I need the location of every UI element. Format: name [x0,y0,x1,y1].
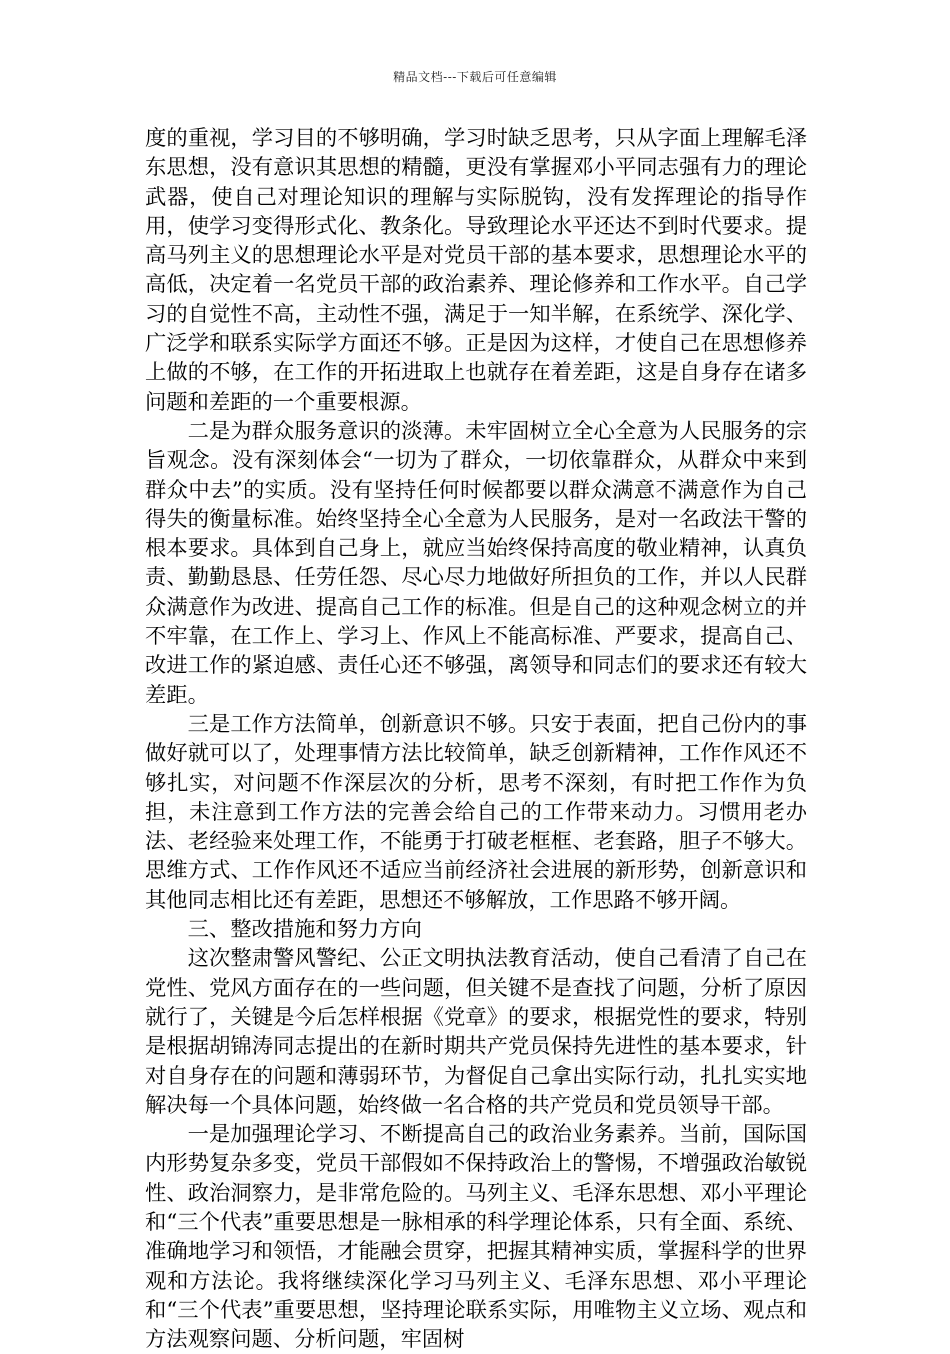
paragraph-continued: 度的重视，学习目的不够明确，学习时缺乏思考，只从字面上理解毛泽东思想，没有意识其思想的精髓，更没有掌握邓小平同志强有力的理论武器，使自己对理论知识的理解与实际脱钩，没有发挥理论的指导作用，使学习变得形式化、教条化。导致理论水平还达不到时代要求。提高马列主义的思想理论水平是对党员干部的基本要求，思想理论水平的高低，决定着一名党员干部的政治素养、理论修养和工作水平。自己学习的自觉性不高，主动性不强，满足于一知半解，在系统学、深化学、广泛学和联系实际学方面还不够。正是因为这样，才使自己在思想修养上做的不够，在工作的开拓进取上也就存在着差距，这是自身存在诸多问题和差距的一个重要根源。 [145,126,807,415]
document-body [145,124,807,1354]
paragraph-rectification-intro: 这次整肃警风警纪、公正文明执法教育活动，使自己看清了自己在党性、党风方面存在的一些问题，但关键不是查找了问题，分析了原因就行了，关键是今后怎样根据《党章》的要求，根据党性的要求，特别是根据胡锦涛同志提出的在新时期共产党员保持先进性的基本要求，针对自身存在的问题和薄弱环节，为督促自己拿出实际行动，扎扎实实地解决每一个具体问题，始终做一名合格的共产党员和党员领导干部。 [145,946,807,1118]
paragraph-theory-study: 一是加强理论学习、不断提高自己的政治业务素养。当前，国际国内形势复杂多变，党员干部假如不保持政治上的警惕，不增强政治敏锐性、政治洞察力，是非常危险的。马列主义、毛泽东思想、邓小平理论和“三个代表”重要思想是一脉相承的科学理论体系，只有全面、系统、准确地学习和领悟，才能融会贯穿，把握其精神实质，掌握科学的世界观和方法论。我将继续深化学习马列主义、毛泽东思想、邓小平理论和“三个代表”重要思想，坚持理论联系实际，用唯物主义立场、观点和方法观察问题、分析问题，牢固树 [145,1122,807,1353]
page-header: 精品文档---下载后可任意编辑 [393,70,557,84]
paragraph-work-methods: 三是工作方法简单，创新意识不够。只安于表面，把自己份内的事做好就可以了，处理事情方法比较简单，缺乏创新精神，工作作风还不够扎实，对问题不作深层次的分析，思考不深刻，有时把工作作为负担，未注意到工作方法的完善会给自己的工作带来动力。习惯用老办法、老经验来处理工作，不能勇于打破老框框、老套路，胆子不够大。思维方式、工作作风还不适应当前经济社会进展的新形势，创新意识和其他同志相比还有差距，思想还不够解放，工作思路不够开阔。 [145,711,807,913]
section-heading: 三、整改措施和努力方向 [187,917,422,943]
paragraph-service-awareness: 二是为群众服务意识的淡薄。未牢固树立全心全意为人民服务的宗旨观念。没有深刻体会“一切为了群众，一切依靠群众，从群众中来到群众中去”的实质。没有坚持任何时候都要以群众满意不满意作为自己得失的衡量标准。始终坚持全心全意为人民服务，是对一名政法干警的根本要求。具体到自己身上，就应当始终保持高度的敬业精神，认真负责、勤勤恳恳、任劳任怨、尽心尽力地做好所担负的工作，并以人民群众满意作为改进、提高自己工作的标准。但是自己的这种观念树立的并不牢靠，在工作上、学习上、作风上不能高标准、严要求，提高自己、改进工作的紧迫感、责任心还不够强，离领导和同志们的要求还有较大差距。 [145,418,807,708]
